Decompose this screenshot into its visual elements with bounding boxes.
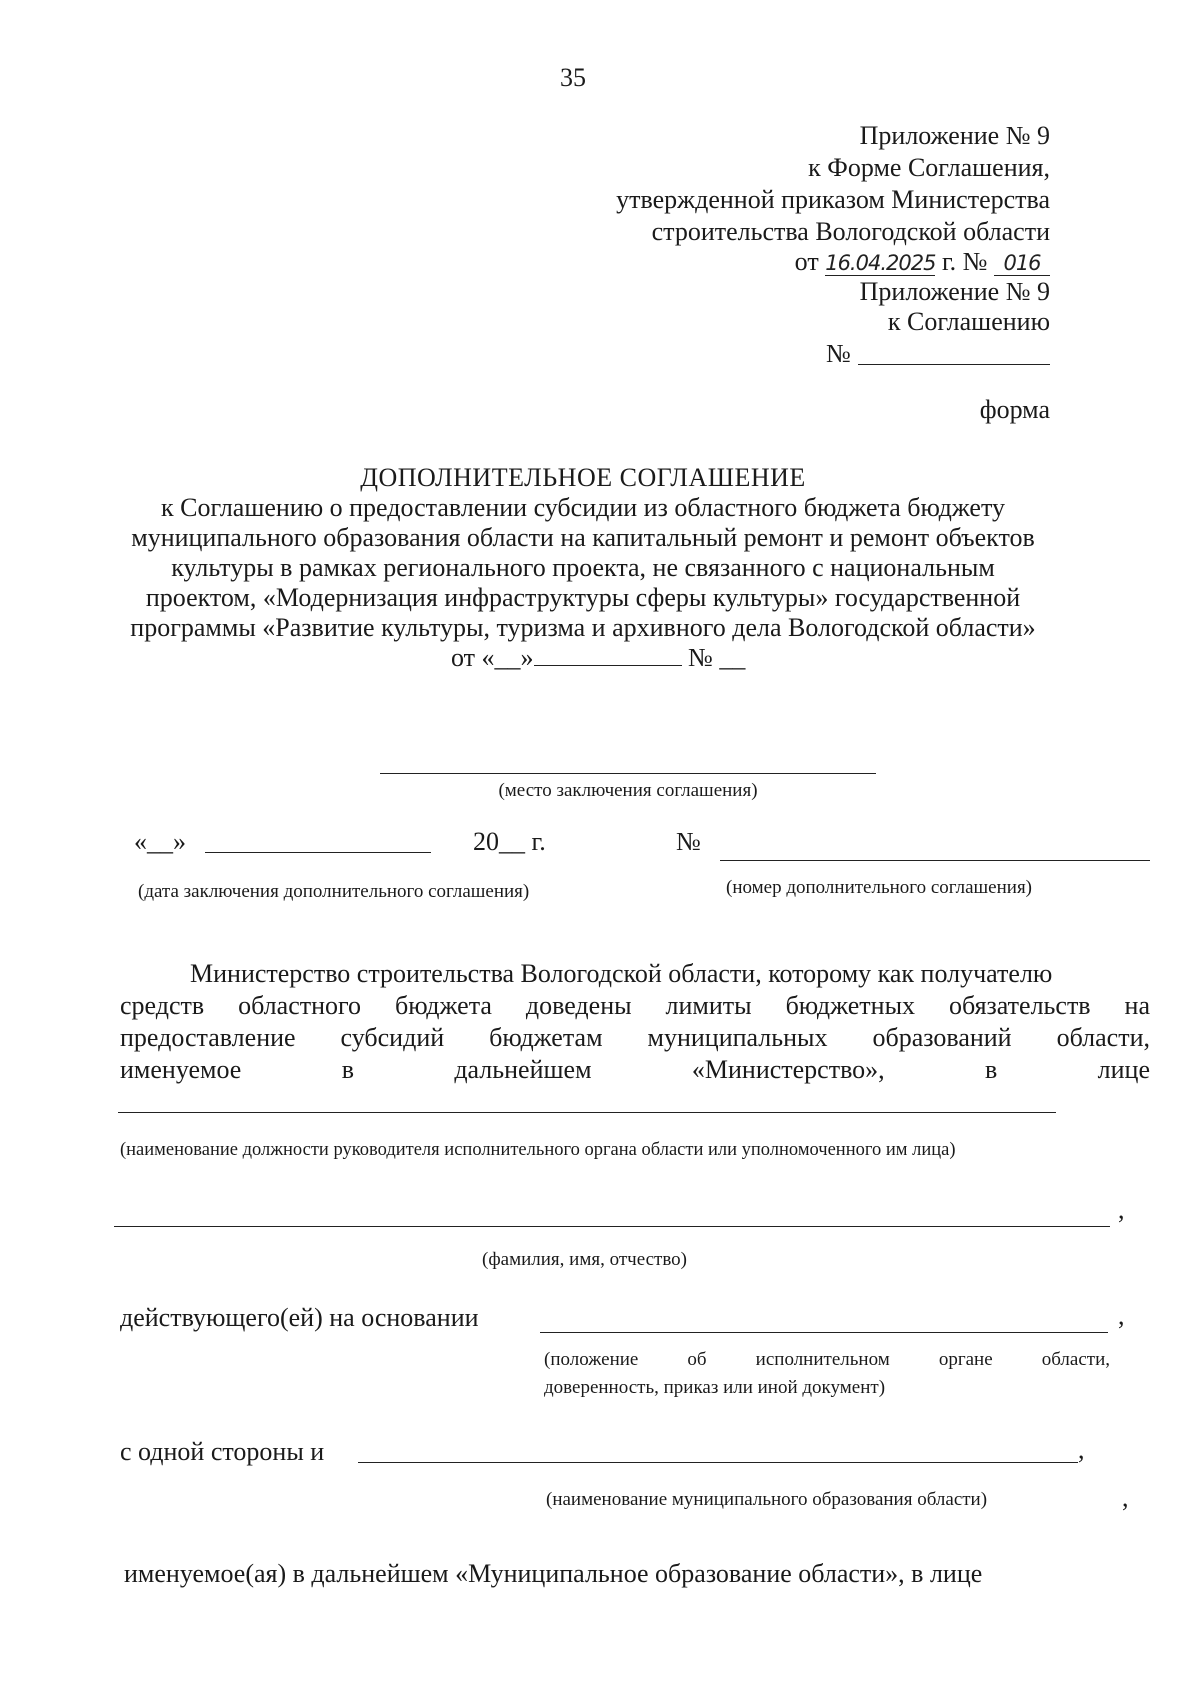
title-line-5: программы «Развитие культуры, туризма и архивного дела Вологодской области» xyxy=(130,613,1036,642)
date-quote: «__» xyxy=(134,827,186,856)
fio-caption: (фамилия, имя, отчество) xyxy=(482,1249,688,1270)
one-side-label: с одной стороны и xyxy=(120,1437,325,1466)
forma-label: форма xyxy=(979,395,1050,424)
page-number: 35 xyxy=(560,63,586,92)
basis-comma: , xyxy=(1118,1301,1125,1330)
header-appendix-agreement: Приложение № 9 xyxy=(859,277,1050,306)
title-date-quote: от «__» xyxy=(451,643,534,672)
word: дальнейшем xyxy=(454,1055,592,1084)
municipality-comma: , xyxy=(1078,1435,1085,1464)
title-date-line xyxy=(451,642,745,674)
word: именуемое xyxy=(120,1055,242,1084)
acting-label: действующего(ей) на основании xyxy=(120,1303,479,1332)
title-line-3: культуры в рамках регионального проекта, не связанного с национальным xyxy=(171,553,995,582)
title-date-blank xyxy=(534,643,682,666)
header-agreement-num-sign: № xyxy=(826,339,851,368)
header-form-ref: к Форме Соглашения, xyxy=(808,153,1050,182)
word: в xyxy=(341,1055,354,1084)
header-approved-by: утвержденной приказом Министерства xyxy=(616,185,1050,214)
header-appendix-form: Приложение № 9 xyxy=(859,121,1050,150)
body-p1-line3: предоставление субсидий бюджетам муниципальных образований области, xyxy=(120,1023,1150,1052)
date-year: 20__ г. xyxy=(473,827,546,856)
order-number-handwritten: 016 xyxy=(994,251,1050,276)
order-date-mid: г. № xyxy=(941,247,988,276)
body-p1-line2: средств областного бюджета доведены лимиты бюджетных обязательств на xyxy=(120,991,1150,1020)
municipality-caption-comma: , xyxy=(1122,1483,1129,1512)
header-ministry: строительства Вологодской области xyxy=(651,217,1050,246)
word: в xyxy=(985,1055,998,1084)
header-order-date-line xyxy=(795,246,1050,278)
title-line-1: к Соглашению о предоставлении субсидии из областного бюджета бюджету xyxy=(161,493,1005,522)
body-p1-line1: Министерство строительства Вологодской области, которому как получателю xyxy=(190,959,1053,988)
position-caption: (наименование должности руководителя исполнительного органа области или уполномоченного им лица) xyxy=(120,1140,956,1160)
document-title: ДОПОЛНИТЕЛЬНОЕ СОГЛАШЕНИЕ xyxy=(360,463,806,492)
place-caption: (место заключения соглашения) xyxy=(498,780,758,801)
word: «Министерство», xyxy=(691,1055,885,1084)
order-date-prefix: от xyxy=(794,247,819,276)
header-agreement-num-line xyxy=(858,364,1050,365)
number-caption: (номер дополнительного соглашения) xyxy=(726,877,1033,898)
title-line-4: проектом, «Модернизация инфраструктуры сферы культуры» государственной xyxy=(145,583,1021,612)
basis-line xyxy=(540,1332,1108,1333)
order-date-handwritten: 16.04.2025 xyxy=(825,251,936,275)
place-line xyxy=(380,773,876,774)
fio-comma: , xyxy=(1118,1195,1125,1224)
date-month-line xyxy=(205,852,431,853)
header-to-agreement: к Соглашению xyxy=(887,307,1050,336)
agreement-number-line xyxy=(720,860,1150,861)
fio-line xyxy=(114,1226,1110,1227)
municipality-line xyxy=(358,1462,1078,1463)
body-p1-line4 xyxy=(120,1054,1150,1086)
title-number: № __ xyxy=(688,643,746,672)
body-last-line: именуемое(ая) в дальнейшем «Муниципальное образование области», в лице xyxy=(124,1559,983,1588)
title-line-2: муниципального образования области на капитальный ремонт и ремонт объектов xyxy=(131,523,1035,552)
date-caption: (дата заключения дополнительного соглашения) xyxy=(138,881,530,902)
municipality-caption: (наименование муниципального образования области) xyxy=(546,1489,988,1510)
agreement-num-sign: № xyxy=(676,827,701,856)
word: лице xyxy=(1097,1055,1150,1084)
basis-caption-1: (положение об исполнительном органе области, xyxy=(544,1349,1110,1370)
position-line xyxy=(118,1112,1056,1113)
basis-caption-2: доверенность, приказ или иной документ) xyxy=(544,1377,886,1398)
